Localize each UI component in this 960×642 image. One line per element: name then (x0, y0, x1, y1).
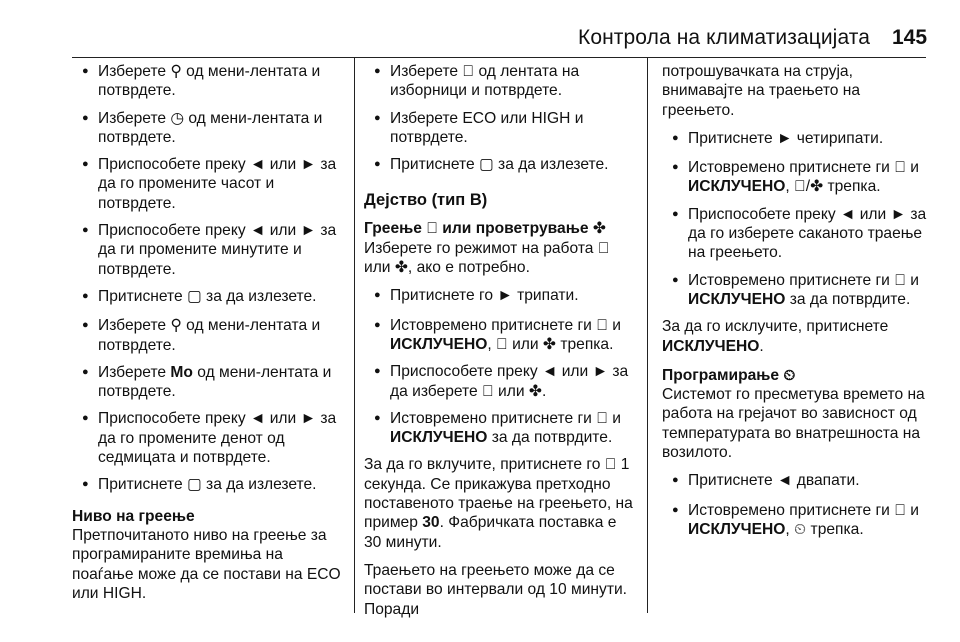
bullet-icon (72, 363, 98, 402)
paragraph: Изберете го режимот на работа ᪲ или ✤, ако е потребно. (364, 239, 610, 277)
column-1 (72, 62, 344, 612)
bullet-icon (662, 158, 688, 197)
bullet-icon (72, 62, 98, 101)
bullet-icon (364, 286, 390, 307)
list-item: ● Изберете ᪲ од лентата на изборници и потврдете. (364, 62, 636, 101)
list-item: ● Изберете Mo од мени-лентата и потврдете. (72, 363, 344, 402)
list-item: ● Изберете ECO или HIGH и потврдете. (364, 109, 636, 148)
bullet-icon (662, 129, 688, 150)
bullet-icon (72, 109, 98, 148)
subsection-heading: Програмирање ⏲ (662, 366, 796, 384)
section-heading: Ниво на греење (72, 507, 195, 525)
column-3 (662, 62, 930, 547)
bullet-icon (72, 409, 98, 467)
list-item: ● Истовремено притиснете ги ᪲ и ИСКЛУЧЕНО, ⏲ трепка. (662, 501, 930, 540)
column-2 (364, 62, 636, 628)
bullet-icon (364, 316, 390, 355)
list-item: ● Притиснете ► четирипати. (662, 129, 930, 150)
paragraph: Траењето на греењето може да се постави во интервали од 10 минути. Поради (364, 561, 628, 618)
list-item: ● Приспособете преку ◄ или ► за да ги промените минутите и потврдете. (72, 221, 344, 279)
list-item: ● Притиснете ▢ за да излезете. (72, 287, 344, 308)
bullet-icon (364, 362, 390, 401)
bullet-icon (364, 109, 390, 148)
list-item: ● Истовремено притиснете ги ᪲ и ИСКЛУЧЕНО, ᪲ или ✤ трепка. (364, 316, 636, 355)
list-item: ● Истовремено притиснете ги ᪲ и ИСКЛУЧЕНО за да потврдите. (662, 271, 930, 310)
section-title: Дејство (тип B) (364, 191, 488, 210)
paragraph: потрошувачката на струја, внимавајте на траењето на греењето. (662, 63, 861, 119)
bullet-icon (662, 205, 688, 263)
header-rule (72, 57, 926, 58)
bullet-icon (72, 316, 98, 355)
page-number: 145 (892, 26, 928, 49)
subsection-heading: Греење ᪲ или проветрување ✤ (364, 220, 606, 238)
list-item: ● Притиснете ▢ за да излезете. (364, 155, 636, 176)
list-item: ● Приспособете преку ◄ или ► за да го промените часот и потврдете. (72, 155, 344, 213)
bullet-icon (72, 221, 98, 279)
bullet-icon (72, 155, 98, 213)
bullet-icon (662, 471, 688, 492)
list-item: ● Притиснете ◄ двапати. (662, 471, 930, 492)
list-item: ● Изберете ◷ од мени-лентата и потврдете. (72, 109, 344, 148)
paragraph: За да го исклучите, притиснете ИСКЛУЧЕНО. (662, 318, 889, 355)
bullet-icon (364, 409, 390, 448)
list-item: ● Истовремено притиснете ги ᪲ и ИСКЛУЧЕНО, ᪲/✤ трепка. (662, 158, 930, 197)
bullet-icon (662, 271, 688, 310)
list-item: ● Истовремено притиснете ги ᪲ и ИСКЛУЧЕНО за да потврдите. (364, 409, 636, 448)
bullet-icon (72, 475, 98, 496)
list-item: ● Изберете ⚲ од мени-лентата и потврдете. (72, 316, 344, 355)
bullet-icon (364, 62, 390, 101)
bullet-icon (364, 155, 390, 176)
bullet-icon (662, 501, 688, 540)
page-title: Контрола на климатизацијата (578, 26, 871, 49)
paragraph: За да го вклучите, притиснете го ᪲ 1 секунда. Се прикажува претходно поставеното траење на греењето, на пример 30. Фабричката поставка е 30 минути. (364, 456, 633, 551)
list-item: ● Притиснете ▢ за да излезете. (72, 475, 344, 496)
list-item: ● Приспособете преку ◄ или ► за да го промените денот од седмицата и потврдете. (72, 409, 344, 467)
column-divider (647, 58, 648, 613)
paragraph: Системот го пресметува времето на работа на грејачот во зависност од температурата во внатрешноста на возилото. (662, 386, 925, 462)
column-divider (354, 58, 355, 613)
list-item: ● Приспособете преку ◄ или ► за да изберете ᪲ или ✤. (364, 362, 636, 401)
list-item: ● Приспособете преку ◄ или ► за да го изберете саканото траење на греењето. (662, 205, 930, 263)
bullet-icon (72, 287, 98, 308)
list-item: ● Притиснете го ► трипати. (364, 286, 636, 307)
list-item: ● Изберете ⚲ од мени-лентата и потврдете. (72, 62, 344, 101)
paragraph: Претпочитаното ниво на греење за програмираните времиња на поаѓање може да се постави на ECO или HIGH. (72, 526, 341, 602)
